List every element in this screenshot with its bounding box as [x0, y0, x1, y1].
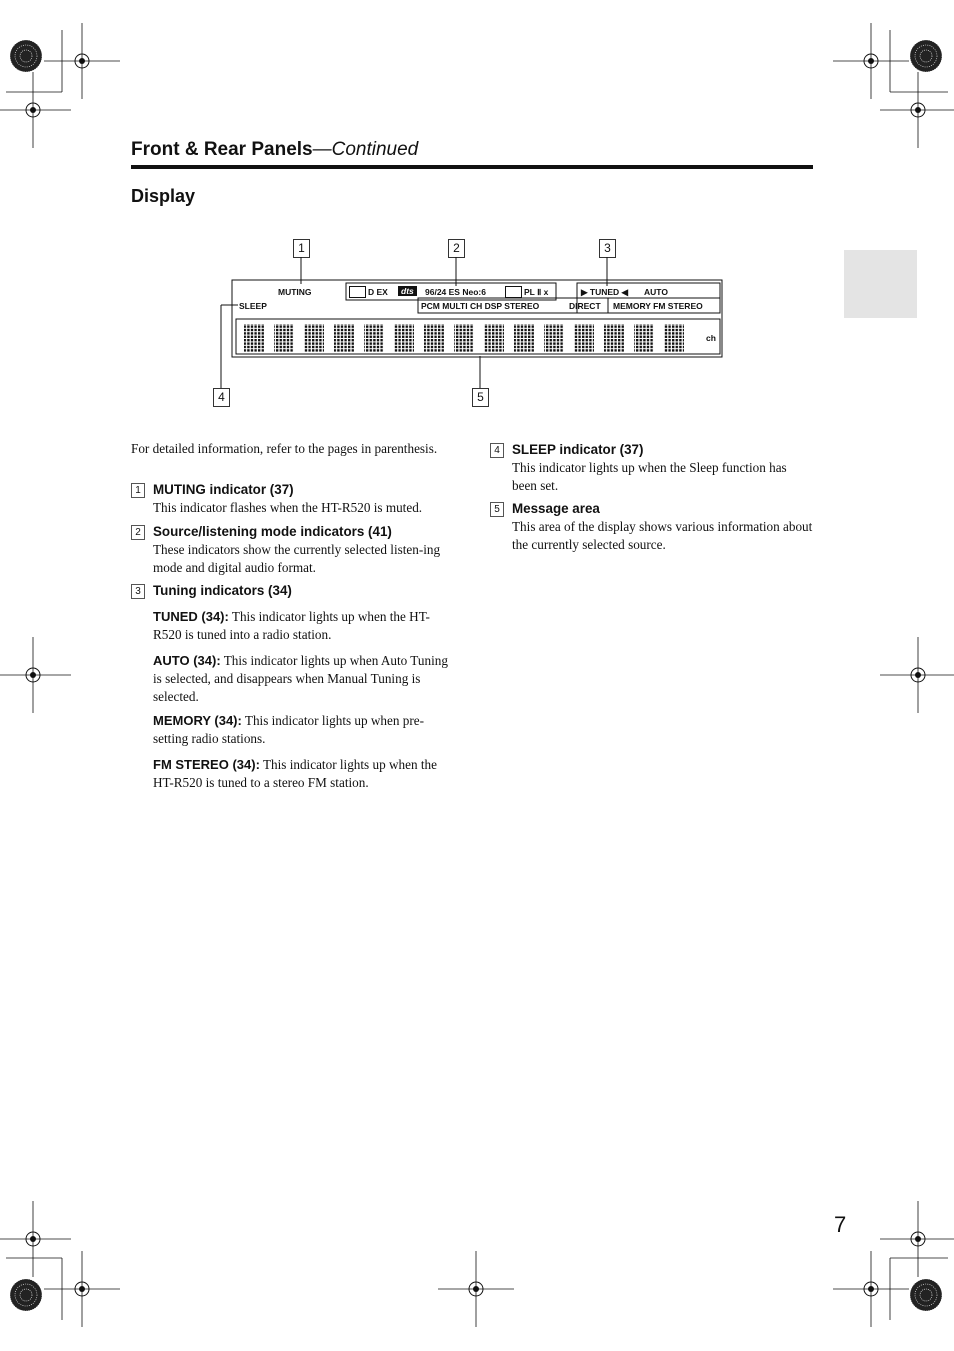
item-number-1: 1 — [131, 483, 145, 498]
tuning-fm-stereo-label: FM STEREO (34): — [153, 757, 260, 772]
muting-indicator: MUTING — [278, 287, 312, 297]
dts-logo-icon: dts — [398, 286, 417, 296]
item-title-1: MUTING indicator (37) — [153, 482, 294, 497]
header-continued: —Continued — [312, 139, 419, 160]
listening-mode-indicators: PCM MULTI CH DSP STEREO — [421, 301, 540, 311]
item-number-3: 3 — [131, 584, 145, 599]
tuning-auto-label: AUTO (34): — [153, 653, 221, 668]
memory-fm-stereo-indicator: MEMORY FM STEREO — [613, 301, 703, 311]
tuning-auto-text: This indicator lights up when Auto Tuning is selected, and disappears when Manual Tuning is selected. — [153, 653, 448, 704]
dolby-d-logo-icon — [349, 286, 366, 298]
item-title-3: Tuning indicators (34) — [153, 583, 292, 598]
header-rule — [131, 165, 813, 169]
item-number-5: 5 — [490, 502, 504, 517]
sleep-indicator: SLEEP — [239, 301, 267, 311]
tuning-fm-stereo-text: This indicator lights up when the HT-R520 is tuned to a stereo FM station. — [153, 757, 437, 790]
callout-1: 1 — [293, 239, 310, 258]
tuning-memory — [153, 712, 453, 748]
item-title-5: Message area — [512, 501, 600, 516]
header-title: Front & Rear Panels — [131, 139, 313, 160]
ch-indicator: ch — [706, 333, 716, 343]
dolby-pl-logo-icon — [505, 286, 522, 298]
item-number-4: 4 — [490, 443, 504, 458]
callout-4: 4 — [213, 388, 230, 407]
item-text-4: This indicator lights up when the Sleep function has been set. — [512, 460, 787, 493]
item-title-2: Source/listening mode indicators (41) — [153, 524, 392, 539]
tuning-fm-stereo — [153, 756, 453, 792]
page-number: 7 — [834, 1212, 847, 1237]
tuning-tuned — [153, 608, 453, 644]
tuning-auto — [153, 652, 453, 706]
pl-indicator: PL Ⅱ x — [524, 287, 549, 297]
callout-3: 3 — [599, 239, 616, 258]
side-tab — [844, 250, 917, 318]
direct-indicator: DIRECT — [569, 301, 601, 311]
tuned-indicator: ▶ TUNED ◀ — [581, 287, 629, 297]
item-text-5: This area of the display shows various information about the currently selected source. — [512, 519, 813, 552]
section-title: Display — [131, 186, 196, 206]
item-number-2: 2 — [131, 525, 145, 540]
tuning-memory-label: MEMORY (34): — [153, 713, 242, 728]
dd-ex-indicator: D EX — [368, 287, 388, 297]
tuning-memory-text: This indicator lights up when pre-setting radio stations. — [153, 713, 424, 746]
item-text-2: These indicators show the currently selected listen-ing mode and digital audio format. — [153, 542, 441, 575]
callout-2: 2 — [448, 239, 465, 258]
auto-indicator: AUTO — [644, 287, 668, 297]
intro-text: For detailed information, refer to the pages in parenthesis. — [131, 441, 438, 456]
message-area-dot-matrix — [240, 322, 700, 354]
item-title-4: SLEEP indicator (37) — [512, 442, 644, 457]
item-text-1: This indicator flashes when the HT-R520 is muted. — [153, 500, 423, 515]
tuning-tuned-label: TUNED (34): — [153, 609, 229, 624]
callout-5: 5 — [472, 388, 489, 407]
section-header — [131, 139, 418, 161]
display-diagram — [200, 232, 740, 412]
source-format-indicators: 96/24 ES Neo:6 — [425, 287, 486, 297]
tuning-tuned-text: This indicator lights up when the HT-R520 is tuned into a radio station. — [153, 609, 430, 642]
